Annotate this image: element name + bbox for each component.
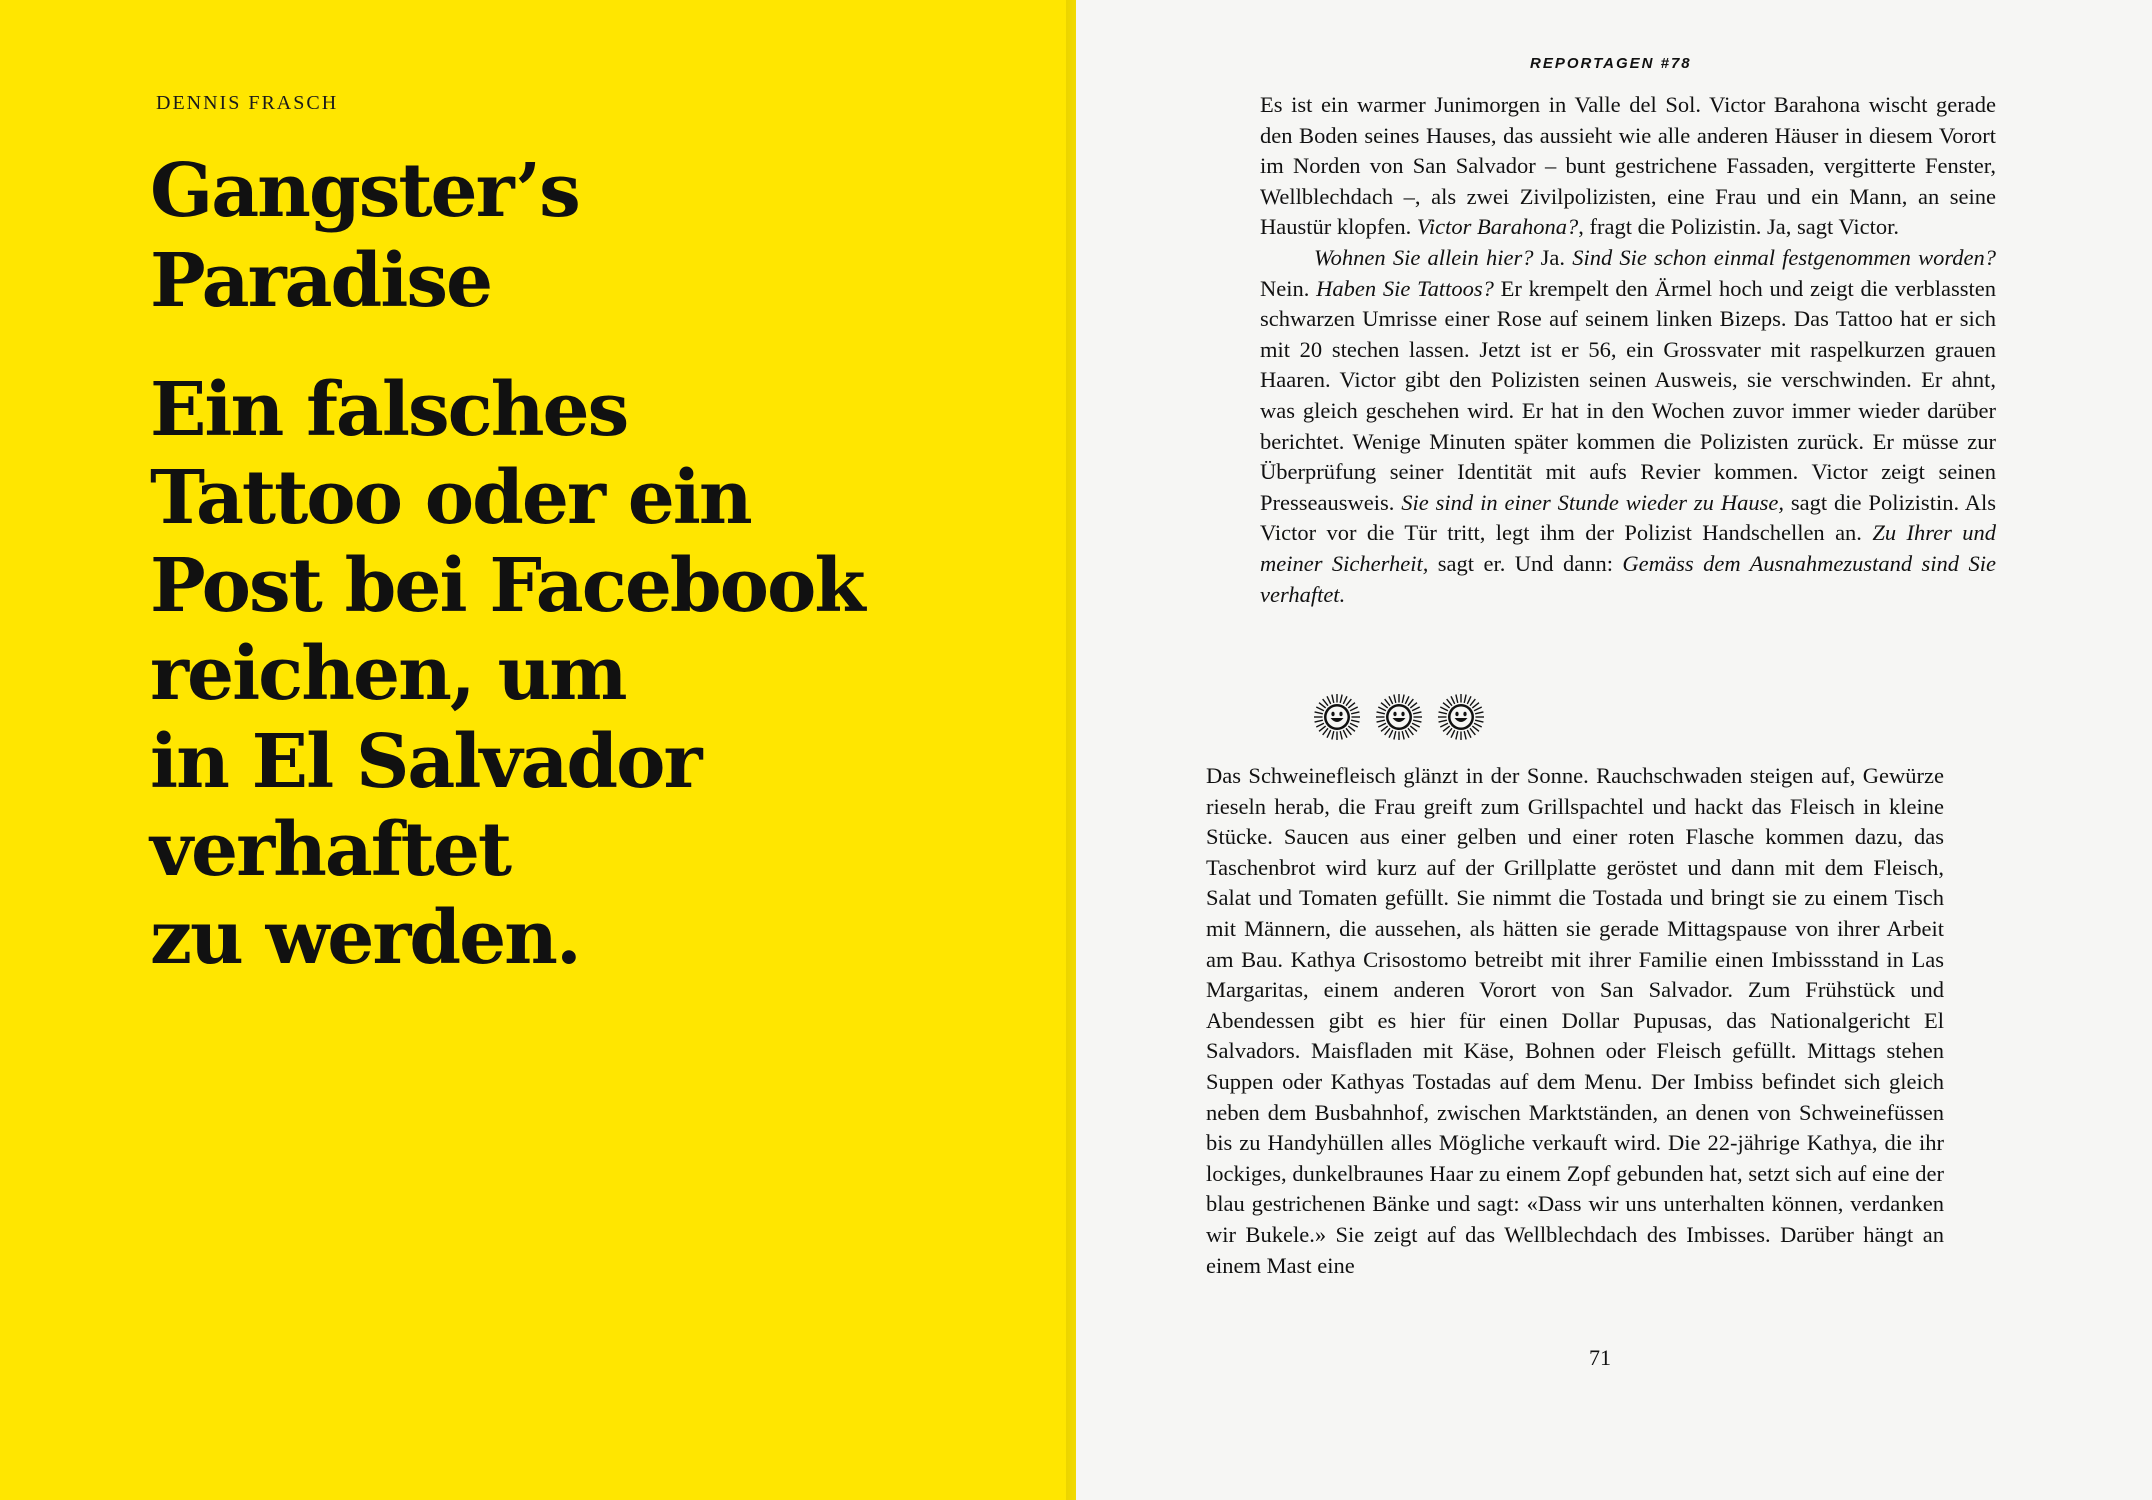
body-column-bottom (1206, 761, 1944, 1281)
lead-line: in El Salvador (150, 719, 701, 805)
italic-quote: Sind Sie schon einmal festgenommen worden? (1572, 244, 1996, 270)
text-run: Er krempelt den Ärmel hoch und zeigt die verblassten schwarzen Umrisse einer Rose auf seinem linken Bizeps. Das Tattoo hat er sich mit 20 stechen lassen. Jetzt ist er 56, ein Grossvater mit raspelkurzen grauen Haaren. Victor gibt den Polizisten seinen Ausweis, sie verschwinden. Er ahnt, was gleich geschehen wird. Er hat in den Wochen zuvor immer wieder darüber berichtet. Wenige Minuten später kommen die Polizisten zurück. Er müsse zur Überprüfung seiner Identität mit aufs Revier kommen. Victor zeigt seinen Presseausweis. (1260, 275, 1996, 515)
article-title (150, 146, 950, 326)
italic-quote: Gemäss dem Ausnahmezustand sind Sie verhaftet. (1260, 550, 1996, 607)
section-break-ornaments (1312, 692, 1486, 742)
lead-line: reichen, um (150, 631, 626, 717)
paragraph-opening (1260, 90, 1996, 243)
text-run: , fragt die Polizistin. Ja, sagt Victor. (1578, 214, 1899, 240)
body-column-top (1260, 90, 1996, 610)
paragraph-second-section: Das Schweinefleisch glänzt in der Sonne. Rauchschwaden steigen auf, Gewürze rieseln herab, die Frau greift zum Grillspachtel und hackt das Fleisch in kleine Stücke. Saucen aus einer gelben und einer roten Flasche kommen dazu, das Taschenbrot wird kurz auf der Grillplatte geröstet und dann mit dem Fleisch, Salat und Tomaten gefüllt. Sie nimmt die Tostada und bringt sie zu einem Tisch mit Männern, die aussehen, als hätten sie gerade Mittagspause von ihrer Arbeit am Bau. Kathya Crisostomo betreibt mit ihrer Familie einen Imbissstand in Las Margaritas, einem anderen Vorort von San Salvador. Zum Frühstück und Abendessen gibt es hier für einen Dollar Pupusas, das Nationalgericht El Salvadors. Maisfladen mit Käse, Bohnen oder Fleisch gefüllt. Mittags stehen Suppen oder Kathyas Tostadas auf dem Menu. Der Imbiss befindet sich gleich neben dem Busbahnhof, zwischen Marktständen, an denen von Schweinefüssen bis zu Handyhüllen alles Mögliche verkauft wird. Die 22-jährige Kathya, die ihr lockiges, dunkelbraunes Haar zu einem Zopf gebunden hat, setzt sich auf eine der blau gestrichenen Bänke und sagt: «Dass wir uns unterhalten können, verdanken wir Bukele.» Sie zeigt auf das Wellblechdach des Imbisses. Darüber hängt an einem Mast eine (1206, 763, 1944, 1278)
lead-line: Tattoo oder ein (150, 455, 751, 541)
text-run: Ja. (1533, 244, 1573, 270)
smiley-sun-icon (1312, 692, 1362, 742)
smiley-sun-icon (1436, 692, 1486, 742)
italic-quote: Haben Sie Tattoos? (1316, 275, 1494, 301)
italic-quote: Victor Barahona? (1416, 214, 1579, 240)
italic-quote: Wohnen Sie allein hier? (1314, 244, 1534, 270)
article-lead (150, 366, 1030, 982)
paragraph-dialogue (1260, 243, 1996, 610)
text-run: Es ist ein warmer Junimorgen in Valle del Sol. Victor Barahona wischt gerade den Boden seines Hauses, das aussieht wie alle anderen Häuser in diesem Vorort im Norden von San Salvador – bunt gestrichene Fassaden, vergitterte Fenster, Wellblechdach –, als zwei Zivilpolizisten, eine Frau und ein Mann, an seine Haustür klopfen. (1260, 92, 1996, 240)
italic-quote: Zu Ihrer und meiner Sicherheit, (1260, 520, 1997, 576)
title-line: Paradise (150, 238, 492, 324)
italic-quote: Sie sind in einer Stunde wieder zu Hause, (1401, 489, 1784, 515)
author-byline: DENNIS FRASCH (156, 92, 339, 114)
text-run: sagt die Polizistin. Als Victor vor die Tür tritt, legt ihm der Polizist Handschellen an. (1260, 489, 1996, 546)
smiley-sun-icon (1374, 692, 1424, 742)
text-run: sagt er. Und dann: (1428, 550, 1623, 576)
title-line: Gangster’s (150, 148, 579, 234)
lead-line: Post bei Facebook (150, 543, 864, 629)
text-run: Nein. (1260, 275, 1317, 301)
lead-line: Ein falsches (150, 367, 628, 453)
lead-line: verhaftet (150, 807, 511, 893)
lead-line: zu werden. (150, 895, 580, 981)
running-head: REPORTAGEN #78 (1530, 55, 1692, 72)
page-number: 71 (1589, 1345, 1611, 1370)
